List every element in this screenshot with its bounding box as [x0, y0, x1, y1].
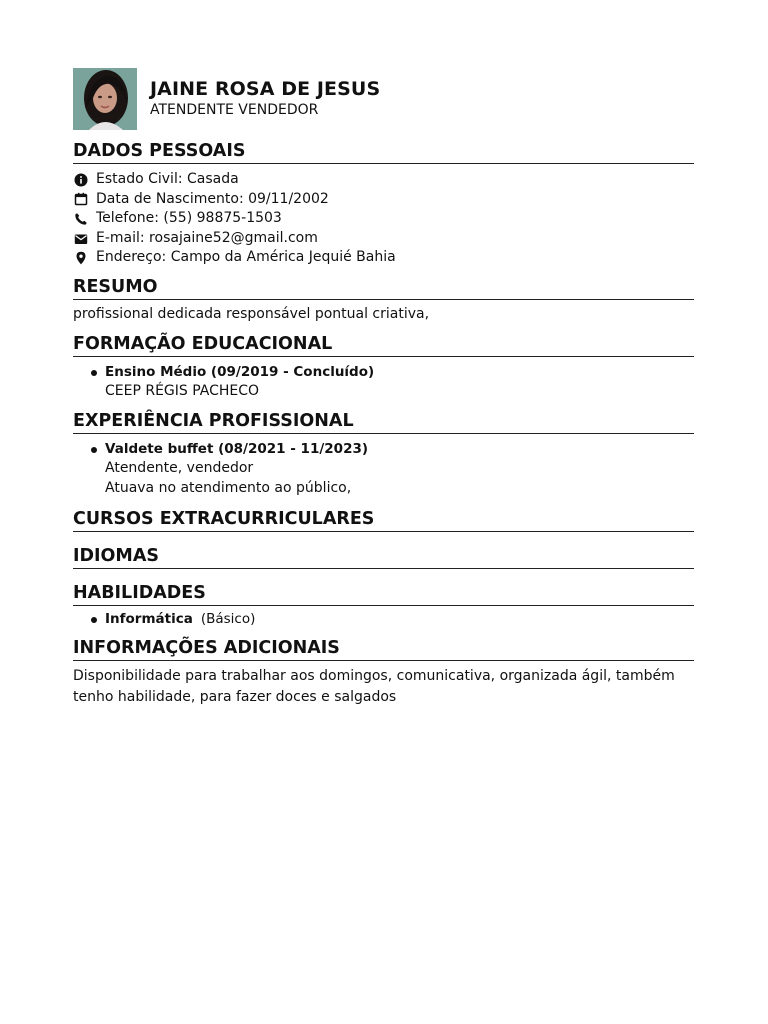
- section-additional-info: [73, 637, 694, 707]
- info-icon: [73, 172, 88, 187]
- marital-status-text: Estado Civil: Casada: [96, 171, 239, 187]
- education-institution: CEEP RÉGIS PACHECO: [105, 383, 260, 400]
- section-title-courses: CURSOS EXTRACURRICULARES: [73, 508, 694, 532]
- section-languages: [73, 545, 694, 569]
- skill-line: [105, 610, 694, 630]
- section-title-education: FORMAÇÃO EDUCACIONAL: [73, 333, 694, 357]
- section-education: [73, 333, 694, 402]
- skill-level: (Básico): [200, 610, 256, 627]
- section-skills: [73, 582, 694, 630]
- additional-info-text: Disponibilidade para trabalhar aos domingos, comunicativa, organizada ágil, também tenho habilidade, para fazer doces e salgados: [73, 668, 675, 705]
- section-courses: [73, 508, 694, 532]
- phone-text: Telefone: (55) 98875-1503: [96, 210, 282, 227]
- calendar-icon: [73, 192, 88, 207]
- section-title-skills: HABILIDADES: [73, 582, 694, 606]
- section-summary: [73, 276, 694, 325]
- full-name: JAINE ROSA DE JESUS: [150, 78, 381, 100]
- personal-info-list: [73, 170, 694, 268]
- phone-icon: [73, 211, 88, 226]
- resume-header: [73, 68, 694, 130]
- bullet-icon: [91, 447, 97, 453]
- summary-text: profissional dedicada responsável pontual criativa,: [73, 305, 430, 322]
- education-heading: Ensino Médio (09/2019 - Concluído): [105, 363, 375, 380]
- birth-date-text: Data de Nascimento: 09/11/2002: [96, 190, 329, 207]
- experience-heading: Valdete buffet (08/2021 - 11/2023): [105, 440, 369, 457]
- resume-page: [73, 68, 694, 707]
- info-item-phone: [73, 209, 694, 229]
- name-block: [150, 68, 380, 120]
- location-pin-icon: [73, 251, 88, 266]
- info-item-address: [73, 248, 694, 268]
- email-icon: [73, 231, 88, 246]
- email-text: E-mail: rosajaine52@gmail.com: [96, 229, 318, 246]
- job-title: ATENDENTE VENDEDOR: [150, 102, 319, 118]
- experience-entry: [73, 440, 694, 499]
- section-title-summary: RESUMO: [73, 276, 694, 300]
- bullet-icon: [91, 370, 97, 376]
- section-personal-data: [73, 140, 694, 268]
- bullet-icon: [91, 617, 97, 623]
- skill-name: Informática: [105, 610, 193, 627]
- info-item-email: [73, 229, 694, 249]
- section-title-experience: EXPERIÊNCIA PROFISSIONAL: [73, 410, 694, 434]
- experience-description: Atuava no atendimento ao público,: [105, 479, 352, 496]
- address-text: Endereço: Campo da América Jequié Bahia: [96, 249, 396, 266]
- section-experience: [73, 410, 694, 499]
- section-title-personal: DADOS PESSOAIS: [73, 140, 694, 164]
- info-item-birth-date: [73, 190, 694, 210]
- info-item-marital-status: [73, 170, 694, 190]
- profile-photo: [73, 68, 137, 130]
- section-title-additional: INFORMAÇÕES ADICIONAIS: [73, 637, 694, 661]
- skill-entry: [73, 610, 694, 630]
- experience-role: Atendente, vendedor: [105, 460, 254, 477]
- education-entry: [73, 363, 694, 402]
- section-title-languages: IDIOMAS: [73, 545, 694, 569]
